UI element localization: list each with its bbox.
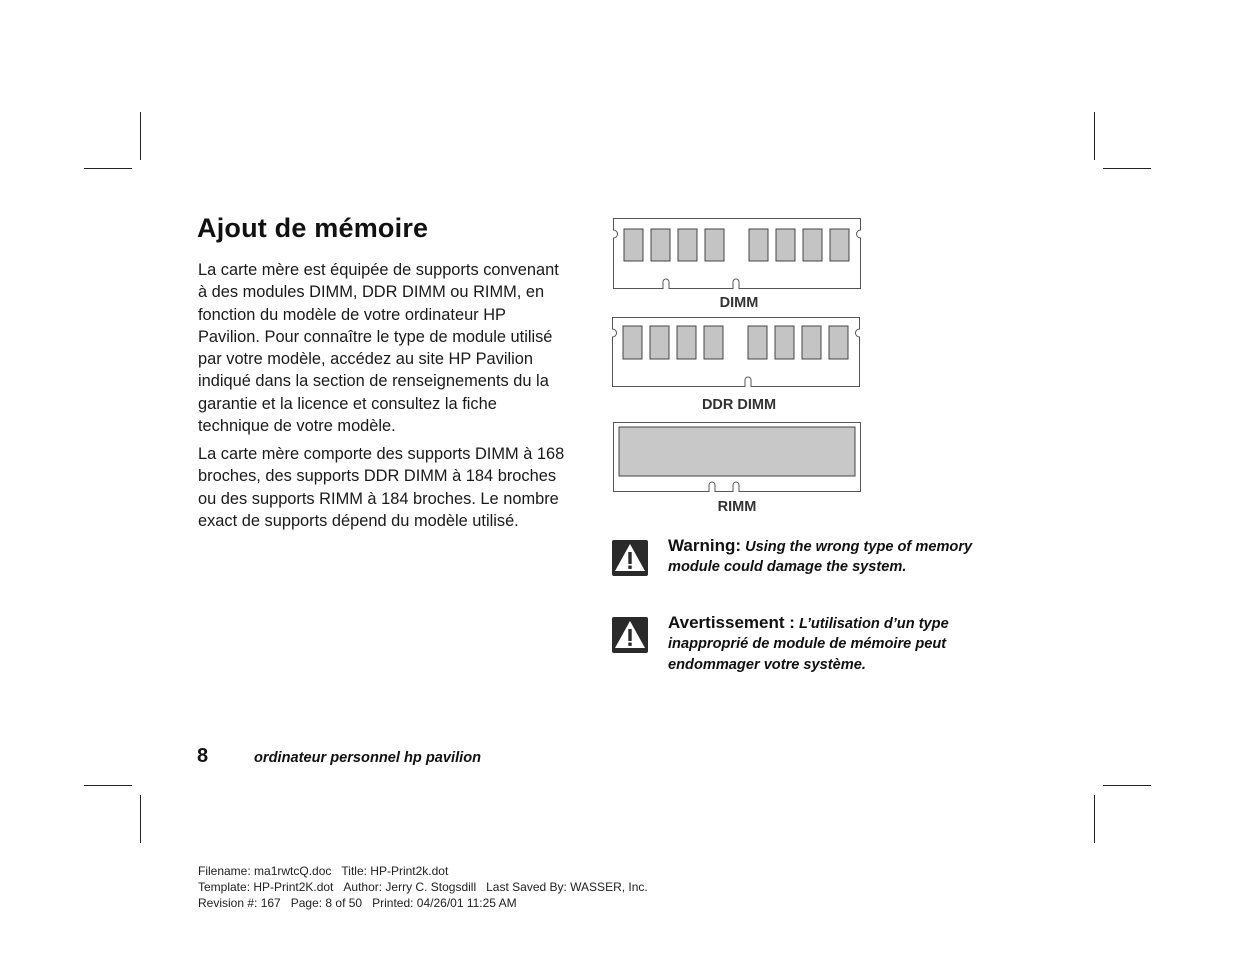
file-info-line-3 xyxy=(198,896,527,910)
page-number: 8 xyxy=(197,745,209,767)
file-info-filename: Filename: ma1rwtcQ.doc xyxy=(198,864,332,878)
file-info-last-saved: Last Saved By: WASSER, Inc. xyxy=(486,880,648,894)
crop-mark-top-right-h xyxy=(1103,168,1151,169)
crop-mark-bottom-right-v xyxy=(1094,795,1095,843)
warning-french-body: L’utilisation d’un type inapproprié de module de mémoire peut endommager votre système. xyxy=(668,616,949,673)
warning-english-heading: Warning: xyxy=(668,536,742,555)
crop-mark-top-right-v xyxy=(1094,112,1095,160)
body-paragraph-1: La carte mère est équipée de supports convenant à des modules DIMM, DDR DIMM ou RIMM, en fonction du modèle de votre ordinateur HP Pavilion. Pour connaître le type de module utilisé par votre modèle, accédez au site HP Pavilion indiqué dans la section de renseignements du la garantie et la licence et consultez la fiche technique de votre modèle. xyxy=(198,261,559,436)
file-info-printed: Printed: 04/26/01 11:25 AM xyxy=(372,896,517,910)
dimm-module-illustration xyxy=(614,219,861,289)
crop-mark-top-left-v xyxy=(140,112,141,160)
running-footer-title: ordinateur personnel hp pavilion xyxy=(254,750,482,766)
crop-mark-top-left-h xyxy=(84,168,132,169)
rimm-label: RIMM xyxy=(717,499,757,515)
warning-french-text xyxy=(668,613,988,675)
warning-english-body: Using the wrong type of memory module could damage the system. xyxy=(668,539,973,576)
ddr-dimm-module-illustration xyxy=(613,318,860,387)
crop-mark-bottom-left-h xyxy=(84,785,132,786)
file-info-line-2 xyxy=(198,880,658,894)
file-info-line-1 xyxy=(198,864,458,878)
file-info-title: Title: HP-Print2k.dot xyxy=(341,864,449,878)
dimm-label: DIMM xyxy=(719,295,759,311)
file-info-page: Page: 8 of 50 xyxy=(290,896,363,910)
file-info-template: Template: HP-Print2K.dot xyxy=(198,880,334,894)
warning-french-heading: Avertissement : xyxy=(668,613,795,632)
warning-icon xyxy=(612,540,648,576)
rimm-module-illustration xyxy=(614,423,861,492)
file-info-author: Author: Jerry C. Stogsdill xyxy=(343,880,477,894)
body-paragraph-2: La carte mère comporte des supports DIMM à 168 broches, des supports DDR DIMM à 184 broches ou des supports RIMM à 184 broches. Le nombre exact de supports dépend du modèle utilisé. xyxy=(198,445,565,530)
memory-modules-figure xyxy=(605,212,875,522)
file-info-revision: Revision #: 167 xyxy=(198,896,281,910)
ddr-dimm-label: DDR DIMM xyxy=(701,397,777,413)
warning-icon xyxy=(612,617,648,653)
warning-english-text xyxy=(668,536,988,578)
crop-mark-bottom-right-h xyxy=(1103,785,1151,786)
crop-mark-bottom-left-v xyxy=(140,795,141,843)
page-title: Ajout de mémoire xyxy=(197,213,429,243)
